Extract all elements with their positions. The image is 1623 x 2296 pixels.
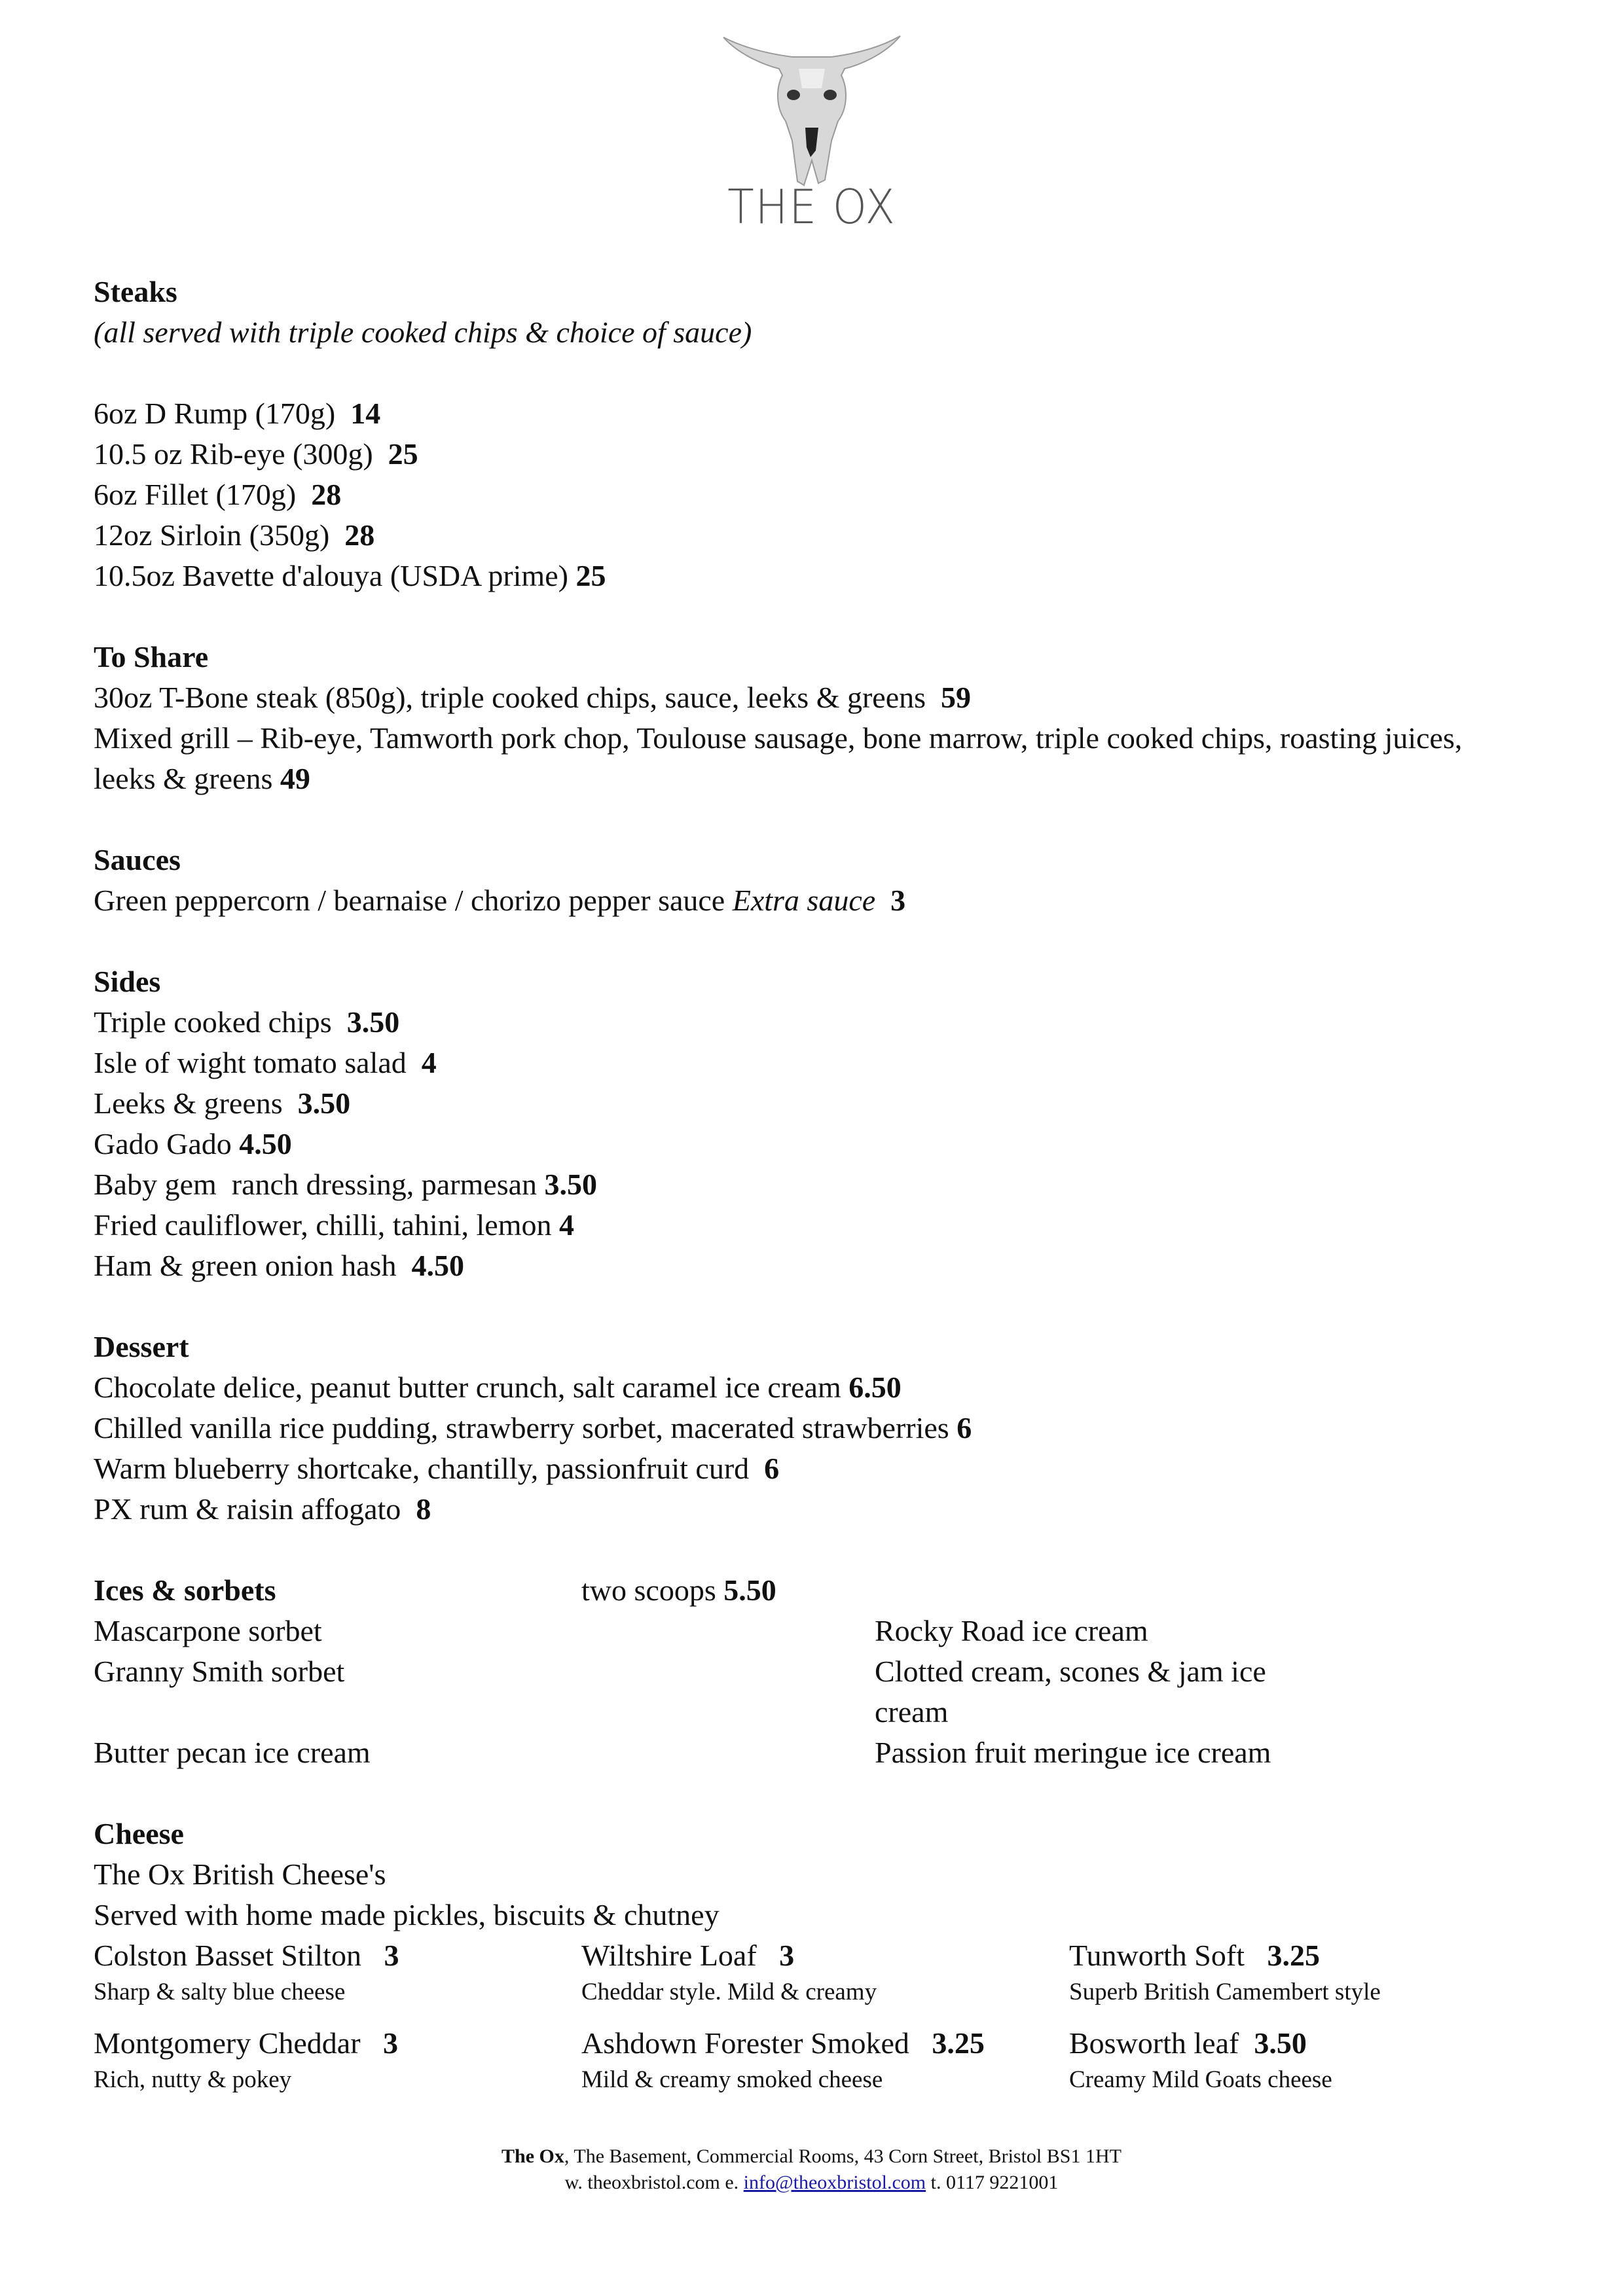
cheese-desc: Sharp & salty blue cheese [94, 1979, 346, 2005]
menu-item [94, 1043, 1534, 1083]
logo [720, 29, 903, 232]
item-price: 4 [558, 1208, 574, 1242]
menu-item [94, 1246, 1534, 1286]
cheese-list [94, 1935, 1534, 2111]
item-name: Chocolate delice, peanut butter crunch, salt caramel ice cream [94, 1371, 849, 1404]
menu-item [94, 556, 1534, 596]
item-name: 10.5oz Bavette d'alouya (USDA prime) [94, 559, 576, 592]
cheese-desc: Cheddar style. Mild & creamy [581, 1979, 877, 2005]
item-name: Leeks & greens [94, 1086, 298, 1120]
section-heading: Steaks [94, 275, 177, 308]
cheese-price: 3 [779, 1939, 795, 1972]
scoops-label: two scoops [581, 1573, 724, 1607]
cheese-note: Served with home made pickles, biscuits & chutney [94, 1898, 720, 1931]
footer-address: , The Basement, Commercial Rooms, 43 Corn Street, Bristol BS1 1HT [564, 2145, 1122, 2167]
menu-item [94, 1489, 1534, 1530]
cheese-subtitle: The Ox British Cheese's [94, 1857, 386, 1891]
footer [0, 2144, 1623, 2196]
footer-contact-line [0, 2170, 1623, 2196]
cheese-desc: Superb British Camembert style [1069, 1979, 1381, 2005]
menu-item [94, 677, 1534, 718]
menu-item [94, 1205, 1534, 1246]
item-name: 6oz Fillet (170g) [94, 478, 312, 511]
item-name: Isle of wight tomato salad [94, 1046, 422, 1079]
menu-item [94, 393, 1534, 434]
section-heading: Dessert [94, 1330, 189, 1363]
item-name: Mixed grill – Rib-eye, Tamworth pork chop, Toulouse sausage, bone marrow, triple cooked chips, roasting juices, leeks & greens [94, 721, 1463, 795]
sauces-line [94, 880, 1534, 921]
menu-item [94, 1408, 1534, 1448]
cheese-desc: Mild & creamy smoked cheese [581, 2066, 883, 2093]
menu-item [94, 475, 1534, 515]
section-heading: Cheese [94, 1817, 184, 1850]
item-name: Chilled vanilla rice pudding, strawberry sorbet, macerated strawberries [94, 1411, 957, 1444]
section-heading: Sauces [94, 843, 181, 876]
cheese-name: Montgomery Cheddar [94, 2026, 384, 2060]
item-price: 3.50 [544, 1168, 598, 1201]
menu-item [94, 1164, 1534, 1205]
item-price: 3.50 [346, 1005, 400, 1039]
two-scoops [581, 1570, 776, 1611]
email-link[interactable]: info@theoxbristol.com [743, 2172, 926, 2193]
menu-item [94, 515, 1534, 556]
footer-address-line [0, 2144, 1623, 2170]
menu-item [94, 434, 1534, 475]
item-name: 6oz D Rump (170g) [94, 397, 351, 430]
cheese-item [94, 1935, 581, 2009]
ice-item: Granny Smith sorbet [94, 1655, 345, 1688]
menu-item [94, 718, 1521, 799]
section-cheese [94, 1814, 1534, 2111]
menu-item [94, 1002, 1534, 1043]
section-heading: To Share [94, 640, 209, 673]
menu-item [94, 1367, 1534, 1408]
ices-header [94, 1570, 1534, 1611]
item-name: PX rum & raisin affogato [94, 1492, 416, 1526]
item-price: 3.50 [297, 1086, 351, 1120]
menu-content [94, 272, 1534, 2151]
section-ices [94, 1570, 1534, 1773]
item-name: Fried cauliflower, chilli, tahini, lemon [94, 1208, 559, 1242]
section-to-share [94, 637, 1534, 799]
cheese-price: 3.25 [1267, 1939, 1320, 1972]
cheese-item [1069, 2023, 1527, 2096]
section-dessert [94, 1327, 1534, 1530]
item-price: 25 [575, 559, 606, 592]
extra-sauce-label: Extra sauce [732, 884, 876, 917]
ice-item: Clotted cream, scones & jam ice cream [875, 1655, 1266, 1729]
ice-item: Mascarpone sorbet [94, 1614, 322, 1647]
item-price: 28 [311, 478, 342, 511]
item-name: 30oz T-Bone steak (850g), triple cooked chips, sauce, leeks & greens [94, 681, 941, 714]
cheese-name: Bosworth leaf [1069, 2026, 1254, 2060]
footer-name: The Ox [501, 2145, 564, 2167]
item-price: 59 [941, 681, 972, 714]
cheese-item [581, 2023, 1069, 2096]
item-price: 6.50 [848, 1371, 902, 1404]
item-name: 12oz Sirloin (350g) [94, 518, 345, 552]
item-name: Warm blueberry shortcake, chantilly, passionfruit curd [94, 1452, 765, 1485]
item-price: 25 [388, 437, 418, 471]
item-name: Gado Gado [94, 1127, 240, 1160]
cheese-price: 3.50 [1254, 2026, 1307, 2060]
cheese-item [94, 2023, 581, 2096]
cheese-desc: Rich, nutty & pokey [94, 2066, 292, 2093]
section-sauces [94, 840, 1534, 921]
section-sides [94, 961, 1534, 1286]
ice-item: Butter pecan ice cream [94, 1736, 371, 1769]
ox-skull-icon [720, 29, 903, 187]
item-name: 10.5 oz Rib-eye (300g) [94, 437, 388, 471]
footer-web: w. theoxbristol.com e. [564, 2172, 744, 2193]
sauces-text: Green peppercorn / bearnaise / chorizo pepper sauce [94, 884, 733, 917]
cheese-name: Tunworth Soft [1069, 1939, 1267, 1972]
ice-item: Passion fruit meringue ice cream [875, 1736, 1271, 1769]
footer-phone: t. 0117 9221001 [926, 2172, 1059, 2193]
item-name: Triple cooked chips [94, 1005, 347, 1039]
item-name: Ham & green onion hash [94, 1249, 412, 1282]
logo-text: THE OX [727, 179, 896, 234]
item-price: 8 [416, 1492, 431, 1526]
cheese-item [581, 1935, 1069, 2009]
item-price: 28 [344, 518, 375, 552]
cheese-name: Colston Basset Stilton [94, 1939, 384, 1972]
extra-sauce-price: 3 [890, 884, 906, 917]
section-steaks [94, 272, 1534, 596]
item-name: Baby gem ranch dressing, parmesan [94, 1168, 545, 1201]
scoops-price: 5.50 [723, 1573, 776, 1607]
item-price: 49 [280, 762, 310, 795]
cheese-price: 3 [383, 2026, 399, 2060]
section-note: (all served with triple cooked chips & choice of sauce) [94, 315, 752, 349]
item-price: 6 [957, 1411, 972, 1444]
menu-item [94, 1083, 1534, 1124]
item-price: 4 [421, 1046, 437, 1079]
ices-list [94, 1611, 1534, 1773]
cheese-price: 3.25 [932, 2026, 985, 2060]
section-heading: Ices & sorbets [94, 1573, 276, 1607]
item-price: 14 [350, 397, 381, 430]
item-price: 4.50 [239, 1127, 292, 1160]
menu-item [94, 1448, 1534, 1489]
cheese-name: Wiltshire Loaf [581, 1939, 780, 1972]
item-price: 4.50 [411, 1249, 464, 1282]
cheese-name: Ashdown Forester Smoked [581, 2026, 932, 2060]
item-price: 6 [764, 1452, 780, 1485]
cheese-desc: Creamy Mild Goats cheese [1069, 2066, 1332, 2093]
cheese-price: 3 [384, 1939, 399, 1972]
section-heading: Sides [94, 965, 161, 998]
ice-item: Rocky Road ice cream [875, 1614, 1148, 1647]
menu-item [94, 1124, 1534, 1164]
cheese-item [1069, 1935, 1527, 2009]
